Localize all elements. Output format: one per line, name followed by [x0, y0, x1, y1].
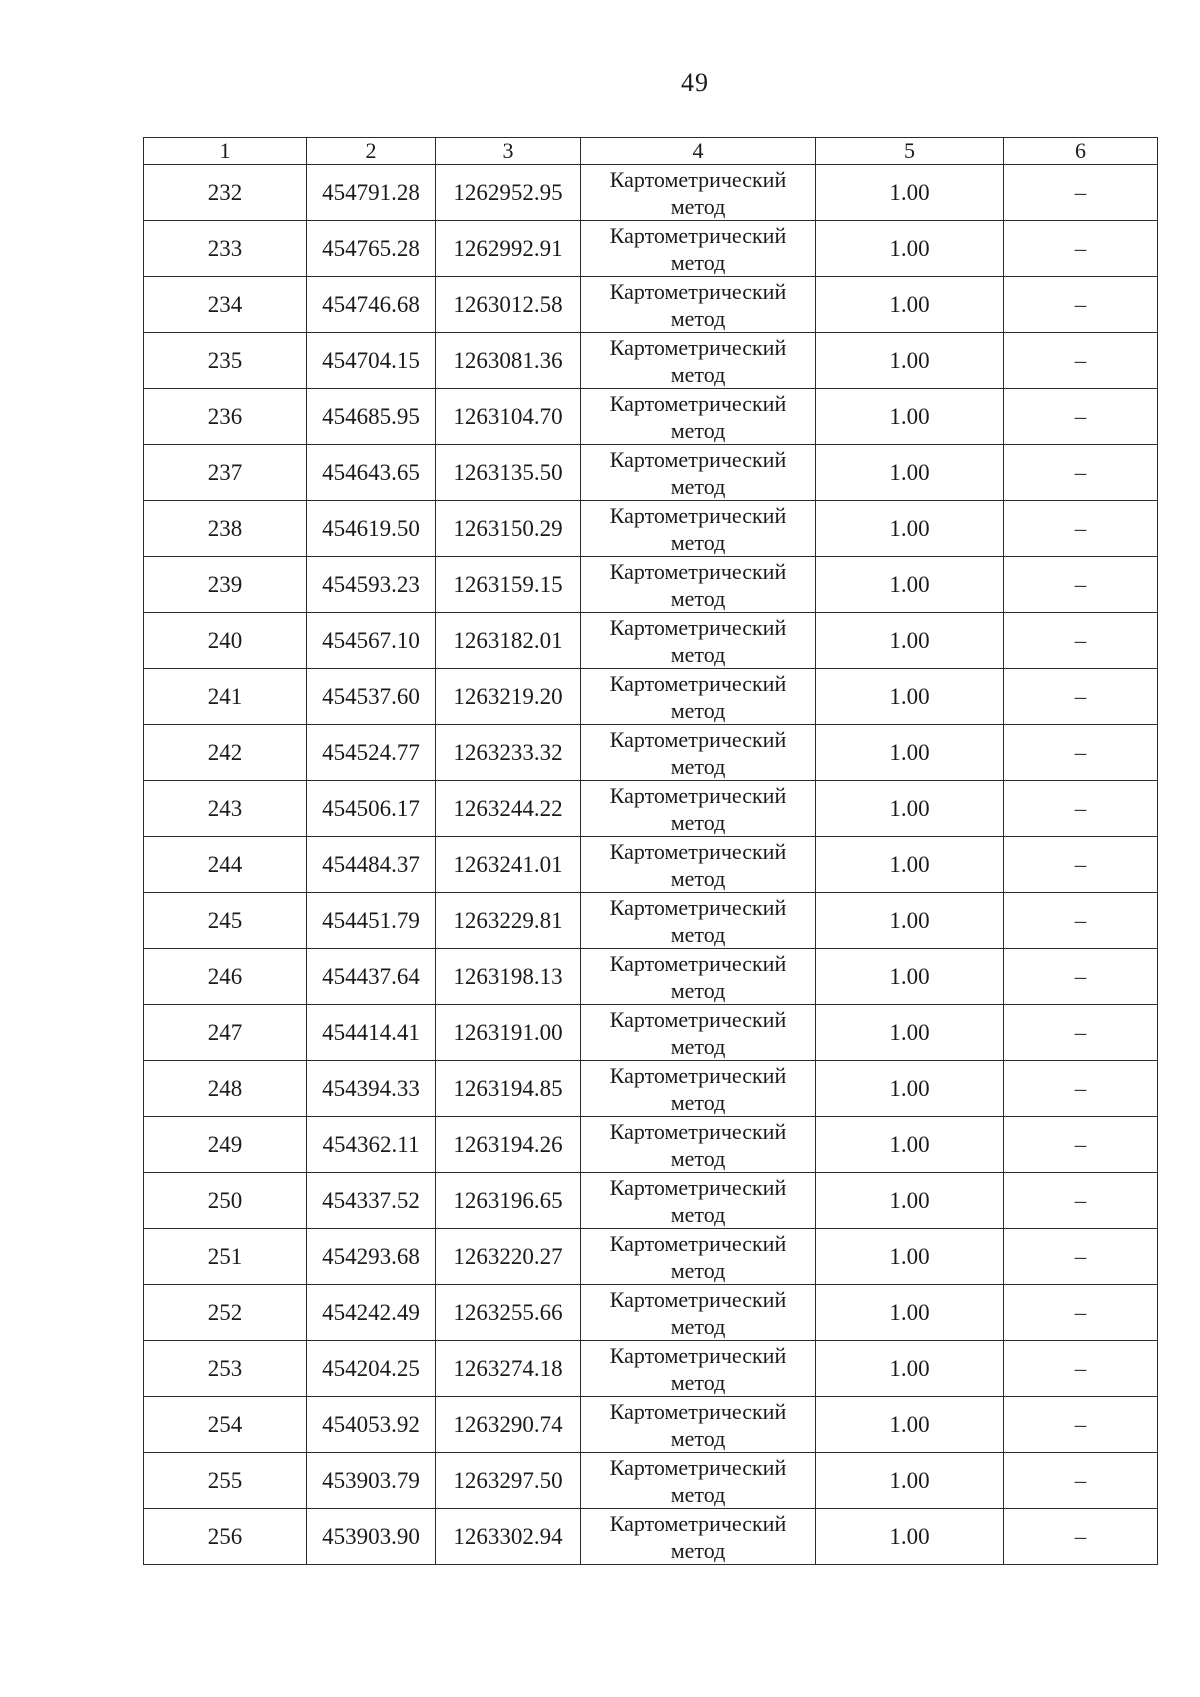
table-row — [144, 781, 1158, 837]
method-cell — [581, 725, 816, 781]
method-line-2: метод — [670, 865, 726, 891]
method-line-1: Картометрический — [609, 558, 787, 584]
table-row — [144, 333, 1158, 389]
accuracy-cell: 1.00 — [816, 949, 1004, 1005]
point-number-cell: 236 — [144, 389, 307, 445]
column-header: 3 — [436, 138, 581, 165]
note-cell: – — [1004, 1173, 1158, 1229]
method-cell — [581, 1397, 816, 1453]
y-coordinate-cell: 1263255.66 — [436, 1285, 581, 1341]
method-cell — [581, 557, 816, 613]
note-cell: – — [1004, 333, 1158, 389]
point-number-cell: 253 — [144, 1341, 307, 1397]
note-cell: – — [1004, 221, 1158, 277]
method-line-2: метод — [670, 1033, 726, 1059]
x-coordinate-cell: 454746.68 — [307, 277, 436, 333]
point-number-cell: 255 — [144, 1453, 307, 1509]
x-coordinate-cell: 454685.95 — [307, 389, 436, 445]
point-number-cell: 232 — [144, 165, 307, 221]
method-line-1: Картометрический — [609, 1174, 787, 1200]
method-cell — [581, 445, 816, 501]
accuracy-cell: 1.00 — [816, 1397, 1004, 1453]
table-row — [144, 1061, 1158, 1117]
method-cell — [581, 1229, 816, 1285]
point-number-cell: 246 — [144, 949, 307, 1005]
method-cell — [581, 837, 816, 893]
method-line-1: Картометрический — [609, 278, 787, 304]
table-row — [144, 1453, 1158, 1509]
method-line-1: Картометрический — [609, 1006, 787, 1032]
method-cell — [581, 613, 816, 669]
y-coordinate-cell: 1263150.29 — [436, 501, 581, 557]
method-line-2: метод — [670, 1257, 726, 1283]
method-line-1: Картометрический — [609, 1062, 787, 1088]
y-coordinate-cell: 1263182.01 — [436, 613, 581, 669]
y-coordinate-cell: 1263191.00 — [436, 1005, 581, 1061]
method-line-1: Картометрический — [609, 1398, 787, 1424]
x-coordinate-cell: 454593.23 — [307, 557, 436, 613]
accuracy-cell: 1.00 — [816, 389, 1004, 445]
y-coordinate-cell: 1263274.18 — [436, 1341, 581, 1397]
y-coordinate-cell: 1263159.15 — [436, 557, 581, 613]
table-row — [144, 501, 1158, 557]
method-line-1: Картометрический — [609, 502, 787, 528]
point-number-cell: 234 — [144, 277, 307, 333]
x-coordinate-cell: 454765.28 — [307, 221, 436, 277]
method-cell — [581, 333, 816, 389]
y-coordinate-cell: 1263302.94 — [436, 1509, 581, 1565]
method-cell — [581, 501, 816, 557]
point-number-cell: 247 — [144, 1005, 307, 1061]
method-line-2: метод — [670, 1481, 726, 1507]
x-coordinate-cell: 454337.52 — [307, 1173, 436, 1229]
accuracy-cell: 1.00 — [816, 1453, 1004, 1509]
table-row — [144, 949, 1158, 1005]
x-coordinate-cell: 454053.92 — [307, 1397, 436, 1453]
column-header: 1 — [144, 138, 307, 165]
method-line-1: Картометрический — [609, 894, 787, 920]
point-number-cell: 249 — [144, 1117, 307, 1173]
method-cell — [581, 893, 816, 949]
method-cell — [581, 1005, 816, 1061]
method-line-2: метод — [670, 361, 726, 387]
accuracy-cell: 1.00 — [816, 1509, 1004, 1565]
point-number-cell: 239 — [144, 557, 307, 613]
table-row — [144, 1005, 1158, 1061]
page-number: 49 — [681, 68, 709, 97]
method-line-2: метод — [670, 529, 726, 555]
method-line-2: метод — [670, 1089, 726, 1115]
x-coordinate-cell: 454451.79 — [307, 893, 436, 949]
table-row — [144, 725, 1158, 781]
method-line-1: Картометрический — [609, 782, 787, 808]
x-coordinate-cell: 454293.68 — [307, 1229, 436, 1285]
note-cell: – — [1004, 1117, 1158, 1173]
x-coordinate-cell: 454394.33 — [307, 1061, 436, 1117]
table-row — [144, 837, 1158, 893]
method-line-1: Картометрический — [609, 838, 787, 864]
note-cell: – — [1004, 1509, 1158, 1565]
point-number-cell: 240 — [144, 613, 307, 669]
method-line-1: Картометрический — [609, 950, 787, 976]
method-line-2: метод — [670, 921, 726, 947]
x-coordinate-cell: 454643.65 — [307, 445, 436, 501]
method-cell — [581, 1117, 816, 1173]
accuracy-cell: 1.00 — [816, 613, 1004, 669]
table-body — [144, 165, 1158, 1565]
table-row — [144, 1341, 1158, 1397]
y-coordinate-cell: 1263081.36 — [436, 333, 581, 389]
point-number-cell: 238 — [144, 501, 307, 557]
x-coordinate-cell: 454537.60 — [307, 669, 436, 725]
accuracy-cell: 1.00 — [816, 1173, 1004, 1229]
point-number-cell: 248 — [144, 1061, 307, 1117]
column-header: 2 — [307, 138, 436, 165]
y-coordinate-cell: 1263233.32 — [436, 725, 581, 781]
y-coordinate-cell: 1263290.74 — [436, 1397, 581, 1453]
note-cell: – — [1004, 725, 1158, 781]
method-line-2: метод — [670, 417, 726, 443]
note-cell: – — [1004, 1061, 1158, 1117]
method-line-1: Картометрический — [609, 1230, 787, 1256]
x-coordinate-cell: 454619.50 — [307, 501, 436, 557]
y-coordinate-cell: 1263198.13 — [436, 949, 581, 1005]
note-cell: – — [1004, 1229, 1158, 1285]
table-row — [144, 557, 1158, 613]
note-cell: – — [1004, 501, 1158, 557]
method-cell — [581, 221, 816, 277]
x-coordinate-cell: 454362.11 — [307, 1117, 436, 1173]
method-line-1: Картометрический — [609, 334, 787, 360]
accuracy-cell: 1.00 — [816, 725, 1004, 781]
point-number-cell: 256 — [144, 1509, 307, 1565]
table-row — [144, 613, 1158, 669]
method-line-2: метод — [670, 1425, 726, 1451]
accuracy-cell: 1.00 — [816, 1229, 1004, 1285]
table-row — [144, 221, 1158, 277]
method-line-2: метод — [670, 641, 726, 667]
table-row — [144, 1397, 1158, 1453]
method-line-1: Картометрический — [609, 1510, 787, 1536]
method-line-2: метод — [670, 1369, 726, 1395]
method-cell — [581, 1173, 816, 1229]
method-cell — [581, 389, 816, 445]
method-cell — [581, 781, 816, 837]
x-coordinate-cell: 454414.41 — [307, 1005, 436, 1061]
x-coordinate-cell: 453903.79 — [307, 1453, 436, 1509]
point-number-cell: 251 — [144, 1229, 307, 1285]
method-line-2: метод — [670, 305, 726, 331]
method-line-2: метод — [670, 1201, 726, 1227]
table-row — [144, 1285, 1158, 1341]
method-line-1: Картометрический — [609, 390, 787, 416]
method-cell — [581, 1509, 816, 1565]
accuracy-cell: 1.00 — [816, 837, 1004, 893]
accuracy-cell: 1.00 — [816, 1061, 1004, 1117]
accuracy-cell: 1.00 — [816, 781, 1004, 837]
method-line-2: метод — [670, 697, 726, 723]
accuracy-cell: 1.00 — [816, 893, 1004, 949]
method-line-1: Картометрический — [609, 222, 787, 248]
note-cell: – — [1004, 837, 1158, 893]
x-coordinate-cell: 454204.25 — [307, 1341, 436, 1397]
table-row — [144, 1117, 1158, 1173]
point-number-cell: 241 — [144, 669, 307, 725]
method-line-2: метод — [670, 1145, 726, 1171]
table-row — [144, 165, 1158, 221]
method-line-2: метод — [670, 809, 726, 835]
accuracy-cell: 1.00 — [816, 1117, 1004, 1173]
point-number-cell: 252 — [144, 1285, 307, 1341]
note-cell: – — [1004, 949, 1158, 1005]
method-line-1: Картометрический — [609, 1286, 787, 1312]
accuracy-cell: 1.00 — [816, 445, 1004, 501]
accuracy-cell: 1.00 — [816, 165, 1004, 221]
accuracy-cell: 1.00 — [816, 221, 1004, 277]
method-cell — [581, 1061, 816, 1117]
method-line-1: Картометрический — [609, 1454, 787, 1480]
accuracy-cell: 1.00 — [816, 557, 1004, 613]
note-cell: – — [1004, 1453, 1158, 1509]
accuracy-cell: 1.00 — [816, 333, 1004, 389]
x-coordinate-cell: 454484.37 — [307, 837, 436, 893]
y-coordinate-cell: 1263194.85 — [436, 1061, 581, 1117]
x-coordinate-cell: 454704.15 — [307, 333, 436, 389]
y-coordinate-cell: 1263220.27 — [436, 1229, 581, 1285]
accuracy-cell: 1.00 — [816, 669, 1004, 725]
accuracy-cell: 1.00 — [816, 1341, 1004, 1397]
note-cell: – — [1004, 1005, 1158, 1061]
method-line-2: метод — [670, 473, 726, 499]
y-coordinate-cell: 1263196.65 — [436, 1173, 581, 1229]
y-coordinate-cell: 1263012.58 — [436, 277, 581, 333]
point-number-cell: 245 — [144, 893, 307, 949]
method-line-2: метод — [670, 249, 726, 275]
method-line-1: Картометрический — [609, 726, 787, 752]
note-cell: – — [1004, 557, 1158, 613]
y-coordinate-cell: 1263229.81 — [436, 893, 581, 949]
accuracy-cell: 1.00 — [816, 501, 1004, 557]
column-header: 6 — [1004, 138, 1158, 165]
point-number-cell: 242 — [144, 725, 307, 781]
point-number-cell: 250 — [144, 1173, 307, 1229]
method-line-2: метод — [670, 193, 726, 219]
point-number-cell: 254 — [144, 1397, 307, 1453]
method-line-1: Картометрический — [609, 446, 787, 472]
y-coordinate-cell: 1263241.01 — [436, 837, 581, 893]
x-coordinate-cell: 454437.64 — [307, 949, 436, 1005]
y-coordinate-cell: 1263194.26 — [436, 1117, 581, 1173]
method-line-2: метод — [670, 753, 726, 779]
method-line-2: метод — [670, 977, 726, 1003]
method-line-1: Картометрический — [609, 670, 787, 696]
note-cell: – — [1004, 613, 1158, 669]
coordinates-table-wrapper — [143, 137, 1157, 1565]
table-row — [144, 669, 1158, 725]
x-coordinate-cell: 454567.10 — [307, 613, 436, 669]
accuracy-cell: 1.00 — [816, 1005, 1004, 1061]
table-row — [144, 1229, 1158, 1285]
x-coordinate-cell: 454524.77 — [307, 725, 436, 781]
table-row — [144, 277, 1158, 333]
point-number-cell: 235 — [144, 333, 307, 389]
note-cell: – — [1004, 165, 1158, 221]
method-cell — [581, 277, 816, 333]
coordinates-table — [143, 137, 1158, 1565]
column-header: 4 — [581, 138, 816, 165]
method-cell — [581, 165, 816, 221]
method-cell — [581, 1453, 816, 1509]
point-number-cell: 233 — [144, 221, 307, 277]
note-cell: – — [1004, 1285, 1158, 1341]
method-line-1: Картометрический — [609, 1342, 787, 1368]
method-line-1: Картометрический — [609, 166, 787, 192]
y-coordinate-cell: 1262992.91 — [436, 221, 581, 277]
accuracy-cell: 1.00 — [816, 277, 1004, 333]
x-coordinate-cell: 453903.90 — [307, 1509, 436, 1565]
note-cell: – — [1004, 277, 1158, 333]
table-header-row — [144, 138, 1158, 165]
y-coordinate-cell: 1263297.50 — [436, 1453, 581, 1509]
column-header: 5 — [816, 138, 1004, 165]
x-coordinate-cell: 454791.28 — [307, 165, 436, 221]
method-line-1: Картометрический — [609, 1118, 787, 1144]
x-coordinate-cell: 454506.17 — [307, 781, 436, 837]
point-number-cell: 237 — [144, 445, 307, 501]
y-coordinate-cell: 1263135.50 — [436, 445, 581, 501]
method-cell — [581, 1341, 816, 1397]
method-cell — [581, 1285, 816, 1341]
method-line-2: метод — [670, 1537, 726, 1563]
note-cell: – — [1004, 669, 1158, 725]
table-row — [144, 389, 1158, 445]
table-row — [144, 893, 1158, 949]
x-coordinate-cell: 454242.49 — [307, 1285, 436, 1341]
method-line-1: Картометрический — [609, 614, 787, 640]
point-number-cell: 243 — [144, 781, 307, 837]
note-cell: – — [1004, 1397, 1158, 1453]
y-coordinate-cell: 1262952.95 — [436, 165, 581, 221]
note-cell: – — [1004, 893, 1158, 949]
note-cell: – — [1004, 389, 1158, 445]
accuracy-cell: 1.00 — [816, 1285, 1004, 1341]
note-cell: – — [1004, 445, 1158, 501]
note-cell: – — [1004, 1341, 1158, 1397]
y-coordinate-cell: 1263219.20 — [436, 669, 581, 725]
method-line-2: метод — [670, 585, 726, 611]
method-cell — [581, 949, 816, 1005]
table-row — [144, 1509, 1158, 1565]
method-line-2: метод — [670, 1313, 726, 1339]
table-row — [144, 445, 1158, 501]
table-row — [144, 1173, 1158, 1229]
y-coordinate-cell: 1263104.70 — [436, 389, 581, 445]
method-cell — [581, 669, 816, 725]
y-coordinate-cell: 1263244.22 — [436, 781, 581, 837]
point-number-cell: 244 — [144, 837, 307, 893]
note-cell: – — [1004, 781, 1158, 837]
